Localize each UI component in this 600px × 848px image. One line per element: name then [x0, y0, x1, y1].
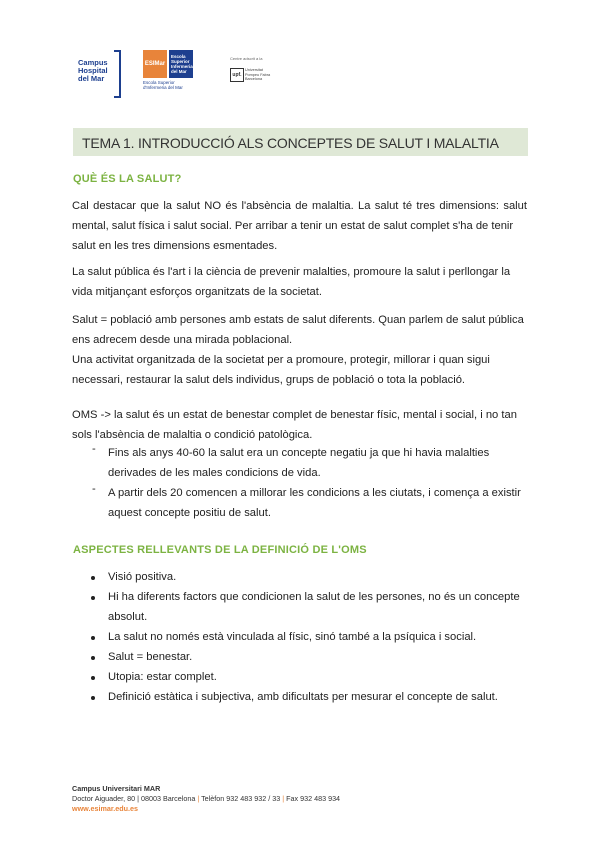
bullet-item — [108, 647, 527, 667]
paragraph-oms — [72, 405, 527, 445]
upf-box: upf. — [230, 68, 244, 82]
footer-address: Doctor Aiguader, 80 | 08003 Barcelona — [72, 794, 196, 803]
bullet-line: absolut. — [108, 611, 148, 623]
bullet-line: Visió positiva. — [108, 571, 177, 583]
esimar-blue-block — [169, 50, 193, 78]
footer-separator: | — [197, 794, 200, 803]
bullet-dot — [91, 596, 95, 600]
page-title: TEMA 1. INTRODUCCIÓ ALS CONCEPTES DE SALUT I MALALTIA — [82, 135, 499, 151]
footer-fax: Fax 932 483 934 — [286, 794, 341, 803]
paragraph-line: Cal destacar que la salut NO és l'absència de malaltia. La salut té tres dimensions: salut — [72, 200, 527, 212]
paragraph-line: OMS -> la salut és un estat de benestar complet de benestar físic, mental i social, i no tan — [72, 409, 517, 421]
bullet-line: Definició estàtica i subjectiva, amb dificultats per mesurar el concepte de salut. — [108, 691, 498, 703]
bullet-item — [108, 587, 527, 627]
bullet-line: La salut no només està vinculada al físic, sinó també a la psíquica i social. — [108, 631, 477, 643]
bullet-item — [108, 627, 527, 647]
esimar-subtitle — [143, 80, 213, 90]
upf-logo — [228, 56, 288, 86]
paragraph-line: vida mitjançant esforços organitzats de la societat. — [72, 286, 322, 298]
section-heading-que-es-la-salut: QUÈ ÉS LA SALUT? — [73, 173, 182, 185]
bullet-item — [108, 667, 527, 687]
dash-marker: - — [92, 443, 96, 455]
paragraph-line: ens adrecem desde una mirada poblacional. — [72, 334, 293, 346]
upf-top-text: Centre adscrit a la — [230, 56, 263, 61]
paragraph — [72, 262, 527, 302]
upf-line: Barcelona — [245, 77, 263, 82]
dash-marker: - — [92, 483, 96, 495]
footer-website-link[interactable]: www.esimar.edu.es — [72, 804, 139, 813]
esimar-blue-line: Superior — [171, 59, 190, 64]
paragraph-line: necessari, restaurar la salut dels individus, grups de població o tota la població. — [72, 374, 466, 386]
title-band — [73, 128, 528, 156]
footer-contact — [72, 794, 340, 804]
logo-chm-line: Hospital — [78, 66, 108, 75]
dash-list-item — [108, 483, 527, 523]
dash-item-line: aquest concepte positiu de salut. — [108, 507, 271, 519]
dash-item-line: derivades de les males condicions de vida. — [108, 467, 321, 479]
logo-bracket — [114, 50, 121, 98]
esimar-sub-line: d'Infermeria del Mar — [143, 85, 183, 90]
esimar-blue-line: del Mar — [171, 69, 187, 74]
paragraph — [72, 196, 527, 256]
upf-line: Pompeu Fabra — [245, 72, 271, 77]
dash-item-line: A partir dels 20 comencen a millorar les condicions a les ciutats, i comença a existir — [108, 487, 521, 499]
bullet-dot — [91, 696, 95, 700]
esimar-sub-line: Escola Superior — [143, 80, 175, 85]
bullet-line: Utopia: estar complet. — [108, 671, 217, 683]
logo-chm-line: Campus — [78, 58, 108, 67]
esimar-blue-line: Infermeria — [171, 64, 193, 69]
paragraph-line: Salut = població amb persones amb estats de salut diferents. Quan parlem de salut pública — [72, 314, 524, 326]
bullet-item — [108, 567, 527, 587]
paragraph-line: mental, salut física i salut social. Per arribar a tenir un estat de salut complet s'ha de tenir — [72, 220, 514, 232]
dash-list-item — [108, 443, 527, 483]
upf-line: Universitat — [245, 68, 263, 72]
bullet-dot — [91, 636, 95, 640]
logo-chm-line: del Mar — [78, 74, 105, 83]
section-heading-aspectes-rellevants: ASPECTES RELLEVANTS DE LA DEFINICIÓ DE L'OMS — [73, 544, 367, 556]
footer-separator: | — [282, 794, 285, 803]
upf-lines — [245, 68, 270, 82]
paragraph-line: sols l'absència de malaltia o condició patològica. — [72, 429, 313, 441]
footer-org: Campus Universitari MAR — [72, 784, 161, 793]
paragraph-line: Una activitat organitzada de la societat per a promoure, protegir, millorar i quan sigui — [72, 354, 490, 366]
footer — [72, 784, 340, 814]
bullet-dot — [91, 576, 95, 580]
paragraph — [72, 310, 527, 390]
campus-hospital-del-mar-logo — [75, 50, 121, 96]
bullet-dot — [91, 676, 95, 680]
footer-phone: Telèfon 932 483 932 / 33 — [201, 794, 281, 803]
bullet-item — [108, 687, 527, 707]
bullet-line: Salut = benestar. — [108, 651, 193, 663]
esimar-logo — [143, 50, 213, 96]
bullet-dot — [91, 656, 95, 660]
esimar-orange-block: ESIMar — [143, 50, 167, 78]
bullet-line: Hi ha diferents factors que condicionen la salut de les persones, no és un concepte — [108, 591, 520, 603]
paragraph-line: La salut pública és l'art i la ciència de prevenir malalties, promoure la salut i perllongar la — [72, 266, 511, 278]
paragraph-line: salut en les tres dimensions esmentades. — [72, 240, 278, 252]
esimar-blue-line: Escola — [171, 54, 186, 59]
dash-item-line: Fins als anys 40-60 la salut era un concepte negatiu ja que hi havia malalties — [108, 447, 490, 459]
